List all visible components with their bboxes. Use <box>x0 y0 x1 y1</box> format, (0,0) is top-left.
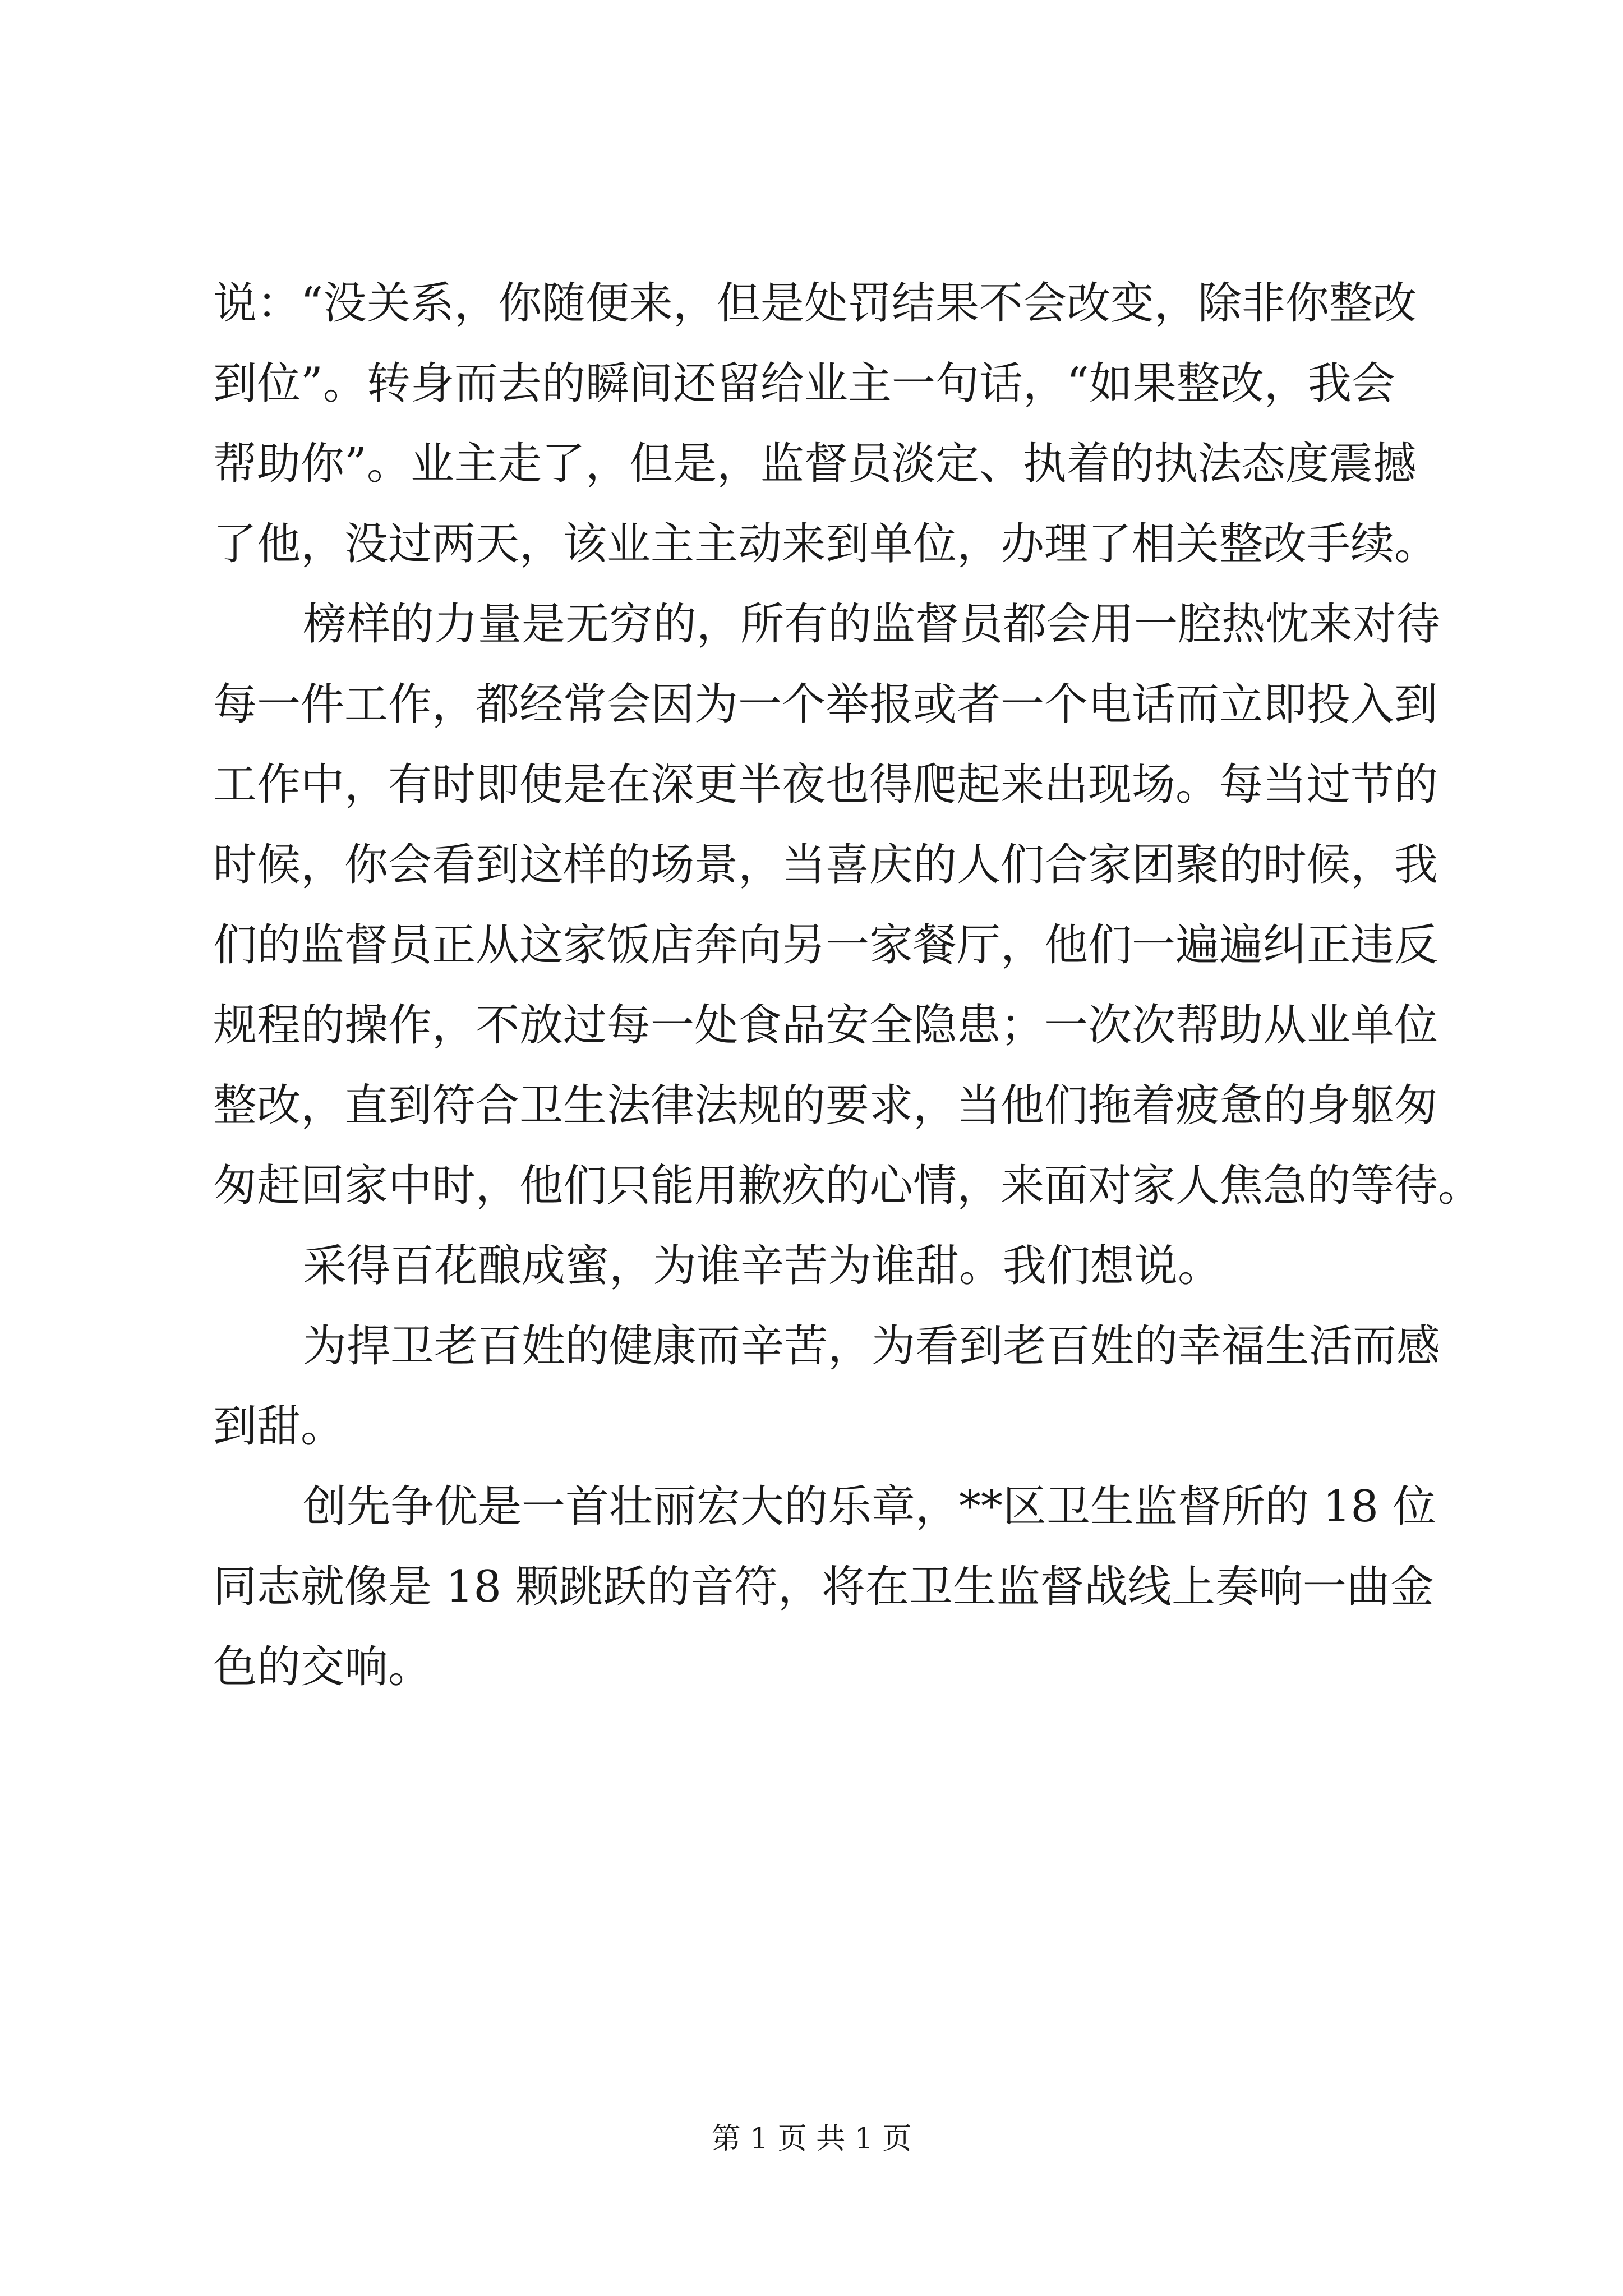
page-number: 第 1 页 共 1 页 <box>711 2122 912 2156</box>
paragraph-first-line: 采得百花酿成蜜，为谁辛苦为谁甜。我们想说。 <box>303 1241 1222 1291</box>
text-line: 到位”。转身而去的瞬间还留给业主一句话，“如果整改，我会 <box>213 358 1395 409</box>
text-line: 工作中，有时即使是在深更半夜也得爬起来出现场。每当过节的 <box>213 760 1438 810</box>
text-line: 整改，直到符合卫生法律法规的要求，当他们拖着疲惫的身躯匆 <box>213 1080 1438 1131</box>
text-line: 了他，没过两天，该业主主动来到单位，办理了相关整改手续。 <box>213 519 1438 569</box>
text-line: 匆赶回家中时，他们只能用歉疚的心情，来面对家人焦急的等待。 <box>213 1161 1482 1211</box>
paragraph-first-line: 为捍卫老百姓的健康而辛苦，为看到老百姓的幸福生活而感 <box>303 1321 1441 1372</box>
text-line: 们的监督员正从这家饭店奔向另一家餐厅，他们一遍遍纠正违反 <box>213 920 1438 970</box>
text-line: 每一件工作，都经常会因为一个举报或者一个电话而立即投入到 <box>213 679 1438 730</box>
text-line: 时候，你会看到这样的场景，当喜庆的人们合家团聚的时候，我 <box>213 840 1438 890</box>
paragraph-first-line: 创先争优是一首壮丽宏大的乐章，**区卫生监督所的 18 位 <box>303 1481 1436 1532</box>
text-line: 规程的操作，不放过每一处食品安全隐患；一次次帮助从业单位 <box>213 1000 1438 1051</box>
paragraph-first-line: 榜样的力量是无穷的，所有的监督员都会用一腔热忱来对待 <box>303 599 1441 650</box>
document-body <box>213 264 1482 1708</box>
text-line: 同志就像是 18 颗跳跃的音符，将在卫生监督战线上奏响一曲金 <box>213 1562 1434 1612</box>
text-line: 说：“没关系，你随便来，但是处罚结果不会改变，除非你整改 <box>213 278 1417 329</box>
text-line: 帮助你”。业主走了，但是，监督员淡定、执着的执法态度震撼 <box>213 439 1417 489</box>
text-line: 到甜。 <box>213 1401 345 1452</box>
text-line: 色的交响。 <box>213 1642 432 1692</box>
page-footer <box>0 2115 1623 2157</box>
